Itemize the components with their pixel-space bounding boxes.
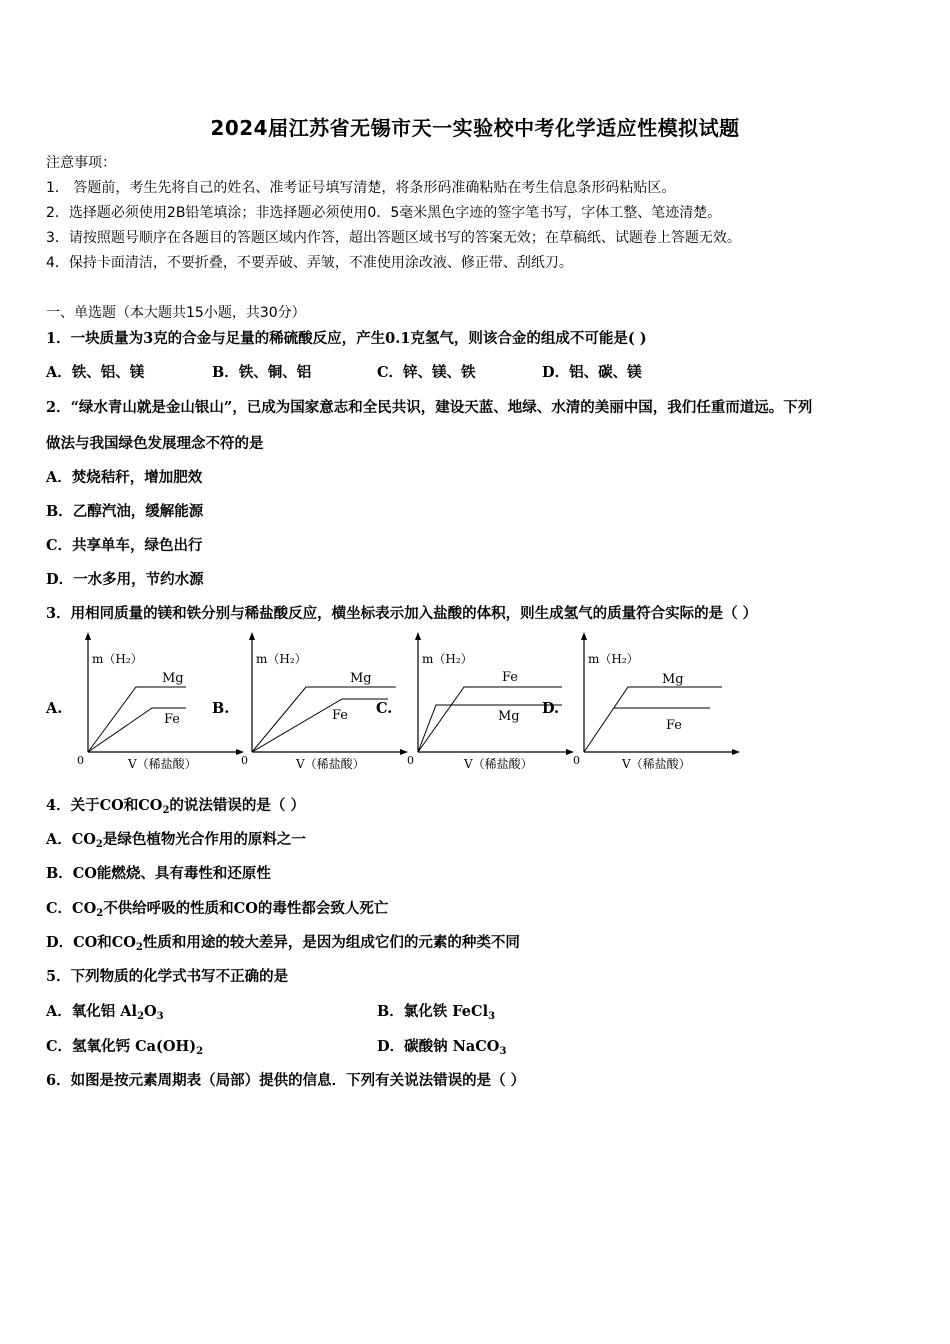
x-axis-label: V（稀盐酸） bbox=[622, 757, 691, 771]
x-axis-label: V（稀盐酸） bbox=[128, 757, 197, 771]
q2-option-b: B．乙醇汽油，缓解能源 bbox=[46, 503, 204, 520]
q2-option-a: A．焚烧秸秆，增加肥效 bbox=[46, 469, 203, 486]
page-title: 2024届江苏省无锡市天一实验校中考化学适应性模拟试题 bbox=[210, 116, 740, 140]
y-axis-label: m（H₂） bbox=[588, 652, 639, 666]
y-axis-arrow bbox=[85, 632, 91, 640]
q5-option-c bbox=[46, 1035, 203, 1056]
mg-label: Mg bbox=[162, 671, 184, 686]
graph-d-svg bbox=[572, 630, 772, 780]
q6-stem: 6．如图是按元素周期表（局部）提供的信息．下列有关说法错误的是（ ） bbox=[46, 1072, 526, 1089]
fe-curve bbox=[252, 699, 388, 752]
q4-stem-pre: 4．关于CO和CO bbox=[46, 797, 163, 814]
q5-a-text: A．氧化铝 Al bbox=[46, 1003, 138, 1020]
graph-label-c: C. bbox=[376, 700, 393, 717]
origin-label: 0 bbox=[77, 754, 84, 767]
x-axis-arrow bbox=[732, 749, 740, 755]
subscript: 2 bbox=[135, 942, 143, 953]
subscript: 3 bbox=[488, 1011, 496, 1022]
fe-label: Fe bbox=[502, 670, 519, 685]
q1-stem: 1．一块质量为3克的合金与足量的稀硫酸反应，产生0.1克氢气，则该合金的组成不可能是( ) bbox=[46, 330, 647, 347]
graph-label-a: A. bbox=[46, 700, 63, 717]
q4-d-pre: D．CO和CO bbox=[46, 934, 136, 951]
q3-stem: 3．用相同质量的镁和铁分别与稀盐酸反应，横坐标表示加入盐酸的体积，则生成氢气的质量符合实际的是（ ） bbox=[46, 605, 758, 622]
q2-stem-line2: 做法与我国绿色发展理念不符的是 bbox=[46, 435, 264, 452]
q4-option-d bbox=[46, 931, 520, 952]
q5-option-b bbox=[377, 1000, 495, 1021]
q4-a-post: 是绿色植物光合作用的原料之一 bbox=[102, 831, 306, 848]
q5-option-a bbox=[46, 1000, 164, 1021]
fe-label: Fe bbox=[666, 718, 683, 733]
q4-c-pre: C．CO bbox=[46, 900, 97, 917]
fe-label: Fe bbox=[164, 712, 181, 727]
subscript: 3 bbox=[156, 1011, 164, 1022]
fe-label: Fe bbox=[332, 708, 349, 723]
subscript: 2 bbox=[96, 908, 104, 919]
origin-label: 0 bbox=[407, 754, 414, 767]
q4-stem-post: 的说法错误的是（ ） bbox=[169, 797, 305, 814]
q4-stem bbox=[46, 794, 305, 815]
notice-item-1: 1． 答题前，考生先将自己的姓名、准考证号填写清楚，将条形码准确粘贴在考生信息条形码粘贴区。 bbox=[46, 180, 676, 196]
q4-d-post: 性质和用途的较大差异，是因为组成它们的元素的种类不同 bbox=[142, 934, 520, 951]
q4-a-pre: A．CO bbox=[46, 831, 96, 848]
mg-curve bbox=[418, 705, 562, 752]
mg-label: Mg bbox=[662, 672, 684, 687]
fe-curve bbox=[418, 687, 562, 752]
subscript: 2 bbox=[95, 839, 103, 850]
mg-curve bbox=[252, 687, 396, 752]
subscript: 2 bbox=[162, 805, 170, 816]
q5-d-text: D．碳酸钠 NaCO bbox=[377, 1038, 500, 1055]
q5-option-d bbox=[377, 1035, 506, 1056]
notice-item-2: 2．选择题必须使用2B铅笔填涂；非选择题必须使用0．5毫米黑色字迹的签字笔书写，字体工整、笔迹清楚。 bbox=[46, 205, 722, 221]
origin-label: 0 bbox=[573, 754, 580, 767]
q4-c-post: 不供给呼吸的性质和CO的毒性都会致人死亡 bbox=[103, 900, 389, 917]
q4-option-b: B．CO能燃烧、具有毒性和还原性 bbox=[46, 865, 271, 882]
y-axis-arrow bbox=[581, 632, 587, 640]
q1-option-d: D．铝、碳、镁 bbox=[542, 364, 642, 381]
q3-graphs bbox=[40, 630, 920, 780]
q1-option-b: B．铁、铜、铝 bbox=[212, 364, 312, 381]
q5-stem: 5．下列物质的化学式书写不正确的是 bbox=[46, 968, 289, 985]
q5-c-text: C．氢氧化钙 Ca(OH) bbox=[46, 1038, 197, 1055]
q1-option-a: A．铁、铝、镁 bbox=[46, 364, 145, 381]
y-axis-label: m（H₂） bbox=[422, 652, 473, 666]
mg-label: Mg bbox=[350, 671, 372, 686]
graph-label-d: D. bbox=[542, 700, 560, 717]
y-axis-arrow bbox=[249, 632, 255, 640]
q5-b-text: B．氯化铁 FeCl bbox=[377, 1003, 489, 1020]
subscript: 3 bbox=[499, 1046, 507, 1057]
q2-option-c: C．共享单车，绿色出行 bbox=[46, 537, 203, 554]
subscript: 2 bbox=[137, 1011, 145, 1022]
y-axis-label: m（H₂） bbox=[92, 652, 143, 666]
y-axis-label: m（H₂） bbox=[256, 652, 307, 666]
subscript: 2 bbox=[196, 1046, 204, 1057]
section-heading: 一、单选题（本大题共15小题，共30分） bbox=[46, 305, 306, 321]
notice-item-4: 4．保持卡面清洁，不要折叠，不要弄破、弄皱，不准使用涂改液、修正带、刮纸刀。 bbox=[46, 255, 573, 271]
mg-curve bbox=[584, 687, 722, 752]
q2-option-d: D．一水多用，节约水源 bbox=[46, 571, 204, 588]
notice-heading: 注意事项： bbox=[46, 155, 116, 171]
q4-option-a bbox=[46, 828, 306, 849]
q4-option-c bbox=[46, 897, 388, 918]
graph-label-b: B. bbox=[212, 700, 230, 717]
q3-graph-d bbox=[542, 630, 742, 780]
origin-label: 0 bbox=[241, 754, 248, 767]
x-axis-label: V（稀盐酸） bbox=[464, 757, 533, 771]
y-axis-arrow bbox=[415, 632, 421, 640]
q2-stem-line1: 2．“绿水青山就是金山银山”，已成为国家意志和全民共识，建设天蓝、地绿、水清的美丽中国，我们任重而道远。下列 bbox=[46, 399, 813, 416]
x-axis-label: V（稀盐酸） bbox=[296, 757, 365, 771]
q5-a-mid: O bbox=[144, 1003, 157, 1020]
q1-option-c: C．锌、镁、铁 bbox=[377, 364, 476, 381]
notice-item-3: 3．请按照题号顺序在各题目的答题区域内作答，超出答题区域书写的答案无效；在草稿纸、试题卷上答题无效。 bbox=[46, 230, 741, 246]
mg-label: Mg bbox=[498, 709, 520, 724]
